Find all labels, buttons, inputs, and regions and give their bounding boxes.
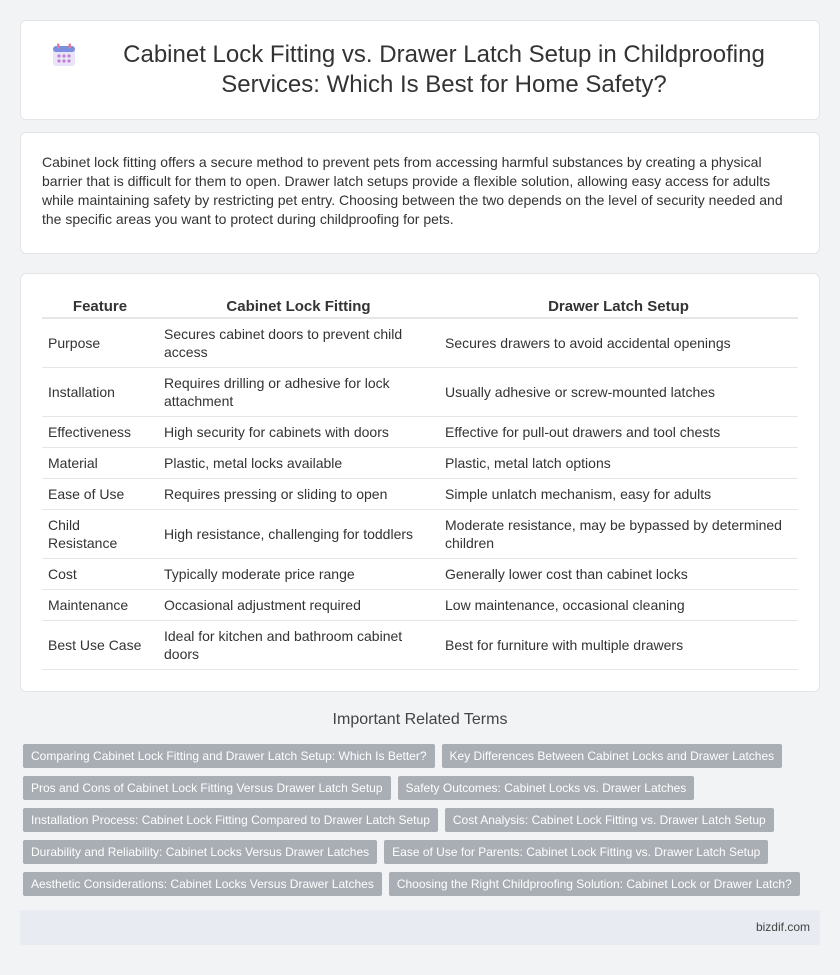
table-row	[42, 559, 798, 590]
cell-cabinet: Requires pressing or sliding to open	[158, 479, 439, 510]
cell-drawer: Best for furniture with multiple drawers	[439, 621, 798, 670]
related-term-link[interactable]: Installation Process: Cabinet Lock Fitting Compared to Drawer Latch Setup	[23, 808, 438, 832]
cell-feature: Installation	[42, 368, 158, 417]
cell-cabinet: Occasional adjustment required	[158, 590, 439, 621]
cell-drawer: Effective for pull-out drawers and tool chests	[439, 417, 798, 448]
cell-feature: Child Resistance	[42, 510, 158, 559]
table-row	[42, 621, 798, 670]
related-terms-title: Important Related Terms	[332, 711, 508, 728]
footer	[20, 910, 820, 945]
cell-feature: Effectiveness	[42, 417, 158, 448]
cell-drawer: Usually adhesive or screw-mounted latches	[439, 368, 798, 417]
cell-cabinet: High resistance, challenging for toddlers	[158, 510, 439, 559]
site-name[interactable]: bizdif.com	[755, 920, 810, 934]
cell-cabinet: Typically moderate price range	[158, 559, 439, 590]
header-cabinet-lock: Cabinet Lock Fitting	[158, 295, 439, 319]
cell-drawer: Secures drawers to avoid accidental openings	[439, 319, 798, 368]
related-term-link[interactable]: Comparing Cabinet Lock Fitting and Drawer Latch Setup: Which Is Better?	[23, 744, 435, 768]
cell-feature: Maintenance	[42, 590, 158, 621]
comparison-table-card	[20, 273, 820, 692]
related-term-link[interactable]: Choosing the Right Childproofing Solution: Cabinet Lock or Drawer Latch?	[389, 872, 800, 896]
cell-drawer: Moderate resistance, may be bypassed by determined children	[439, 510, 798, 559]
title-wrap	[51, 40, 789, 100]
cell-feature: Best Use Case	[42, 621, 158, 670]
table-row	[42, 319, 798, 368]
related-term-link[interactable]: Key Differences Between Cabinet Locks and Drawer Latches	[442, 744, 783, 768]
cell-cabinet: Ideal for kitchen and bathroom cabinet doors	[158, 621, 439, 670]
related-term-link[interactable]: Cost Analysis: Cabinet Lock Fitting vs. Drawer Latch Setup	[445, 808, 774, 832]
header-card	[20, 20, 820, 120]
header-drawer-latch: Drawer Latch Setup	[439, 295, 798, 319]
cell-feature: Purpose	[42, 319, 158, 368]
cell-feature: Cost	[42, 559, 158, 590]
table-row	[42, 510, 798, 559]
intro-card	[20, 132, 820, 254]
cell-feature: Ease of Use	[42, 479, 158, 510]
related-term-link[interactable]: Safety Outcomes: Cabinet Locks vs. Drawer Latches	[398, 776, 695, 800]
related-term-link[interactable]: Durability and Reliability: Cabinet Locks Versus Drawer Latches	[23, 840, 377, 864]
cell-cabinet: Plastic, metal locks available	[158, 448, 439, 479]
header-feature: Feature	[42, 295, 158, 319]
related-term-link[interactable]: Aesthetic Considerations: Cabinet Locks Versus Drawer Latches	[23, 872, 382, 896]
cell-drawer: Simple unlatch mechanism, easy for adults	[439, 479, 798, 510]
calendar-icon	[51, 42, 77, 68]
cell-drawer: Plastic, metal latch options	[439, 448, 798, 479]
cell-cabinet: Requires drilling or adhesive for lock attachment	[158, 368, 439, 417]
intro-text: Cabinet lock fitting offers a secure method to prevent pets from accessing harmful substances by creating a physical barrier that is difficult for them to open. Drawer latch setups provide a flexible solution, allowing easy access for adults while maintaining safety by restricting pet entry. Choosing between the two depends on the level of security needed and the specific areas you want to protect during childproofing for pets.	[42, 154, 783, 227]
related-term-link[interactable]: Ease of Use for Parents: Cabinet Lock Fitting vs. Drawer Latch Setup	[384, 840, 768, 864]
cell-cabinet: Secures cabinet doors to prevent child access	[158, 319, 439, 368]
page-title: Cabinet Lock Fitting vs. Drawer Latch Setup in Childproofing Services: Which Is Best for Home Safety?	[123, 41, 765, 98]
related-term-link[interactable]: Pros and Cons of Cabinet Lock Fitting Versus Drawer Latch Setup	[23, 776, 391, 800]
table-row	[42, 590, 798, 621]
cell-cabinet: High security for cabinets with doors	[158, 417, 439, 448]
cell-drawer: Low maintenance, occasional cleaning	[439, 590, 798, 621]
table-row	[42, 368, 798, 417]
cell-feature: Material	[42, 448, 158, 479]
related-terms-list	[23, 744, 823, 904]
table-row	[42, 448, 798, 479]
table-header-row	[42, 295, 798, 319]
table-row	[42, 479, 798, 510]
cell-drawer: Generally lower cost than cabinet locks	[439, 559, 798, 590]
comparison-table	[42, 295, 798, 670]
table-row	[42, 417, 798, 448]
